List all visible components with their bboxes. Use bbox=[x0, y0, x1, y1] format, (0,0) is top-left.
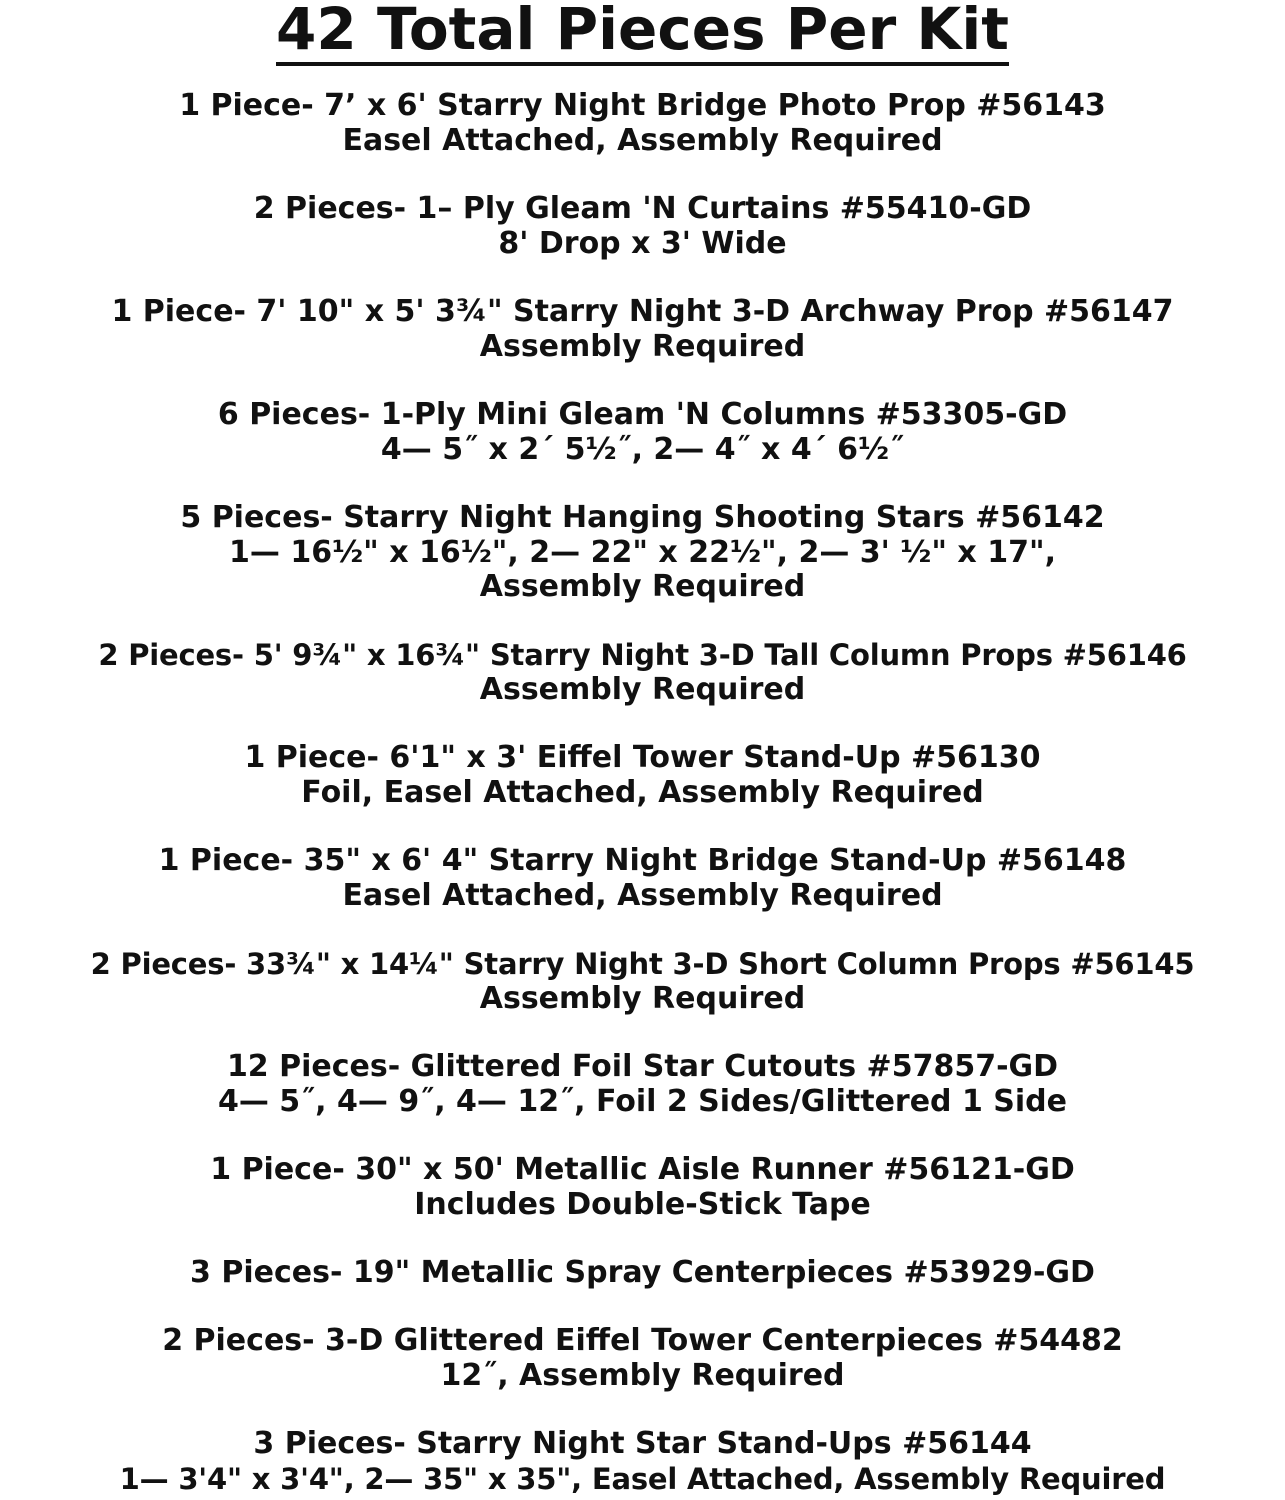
item-line: 1 Piece- 30" x 50' Metallic Aisle Runner #56121-GD bbox=[210, 1152, 1075, 1187]
list-item bbox=[0, 1427, 1285, 1496]
item-line: Assembly Required bbox=[479, 671, 806, 707]
list-item bbox=[0, 638, 1285, 707]
item-line: 3 Pieces- Starry Night Star Stand-Ups #56144 bbox=[253, 1426, 1032, 1461]
list-item bbox=[0, 192, 1285, 261]
list-item bbox=[0, 295, 1285, 364]
item-line: Easel Attached, Assembly Required bbox=[342, 877, 943, 913]
item-line: 2 Pieces- 3-D Glittered Eiffel Tower Centerpieces #54482 bbox=[162, 1323, 1123, 1358]
list-item bbox=[0, 1256, 1285, 1291]
item-line: 5 Pieces- Starry Night Hanging Shooting Stars #56142 bbox=[180, 500, 1105, 535]
list-item bbox=[0, 741, 1285, 810]
page-title: 42 Total Pieces Per Kit bbox=[276, 0, 1009, 66]
item-line: 1— 3'4" x 3'4", 2— 35" x 35", Easel Attached, Assembly Required bbox=[119, 1461, 1166, 1496]
item-line: 1— 16½" x 16½", 2— 22" x 22½", 2— 3' ½" x 17", bbox=[229, 534, 1056, 570]
item-line: 6 Pieces- 1-Ply Mini Gleam 'N Columns #53305-GD bbox=[217, 397, 1068, 432]
item-line: Assembly Required bbox=[479, 328, 806, 364]
list-item bbox=[0, 501, 1285, 605]
item-line: 2 Pieces- 1– Ply Gleam 'N Curtains #55410-GD bbox=[253, 191, 1032, 226]
item-line: Easel Attached, Assembly Required bbox=[342, 122, 943, 158]
item-line: 3 Pieces- 19" Metallic Spray Centerpieces #53929-GD bbox=[190, 1255, 1095, 1290]
item-line: Includes Double-Stick Tape bbox=[414, 1186, 871, 1222]
item-line: 1 Piece- 35" x 6' 4" Starry Night Bridge Stand-Up #56148 bbox=[158, 843, 1127, 878]
item-line: Assembly Required bbox=[479, 980, 806, 1016]
item-line: 2 Pieces- 33¾" x 14¼" Starry Night 3-D Short Column Props #56145 bbox=[90, 947, 1195, 981]
item-line: Assembly Required bbox=[479, 569, 806, 604]
list-item bbox=[0, 398, 1285, 467]
item-line: 1 Piece- 6'1" x 3' Eiffel Tower Stand-Up #56130 bbox=[244, 740, 1041, 775]
item-line: 12 Pieces- Glittered Foil Star Cutouts #57857-GD bbox=[226, 1049, 1059, 1084]
list-item bbox=[0, 844, 1285, 913]
item-line: Foil, Easel Attached, Assembly Required bbox=[301, 774, 984, 810]
item-line: 1 Piece- 7’ x 6' Starry Night Bridge Photo Prop #56143 bbox=[179, 88, 1106, 123]
list-item bbox=[0, 89, 1285, 158]
list-item bbox=[0, 1324, 1285, 1393]
item-line: 12˝, Assembly Required bbox=[440, 1357, 845, 1393]
list-item bbox=[0, 1153, 1285, 1222]
list-item bbox=[0, 947, 1285, 1016]
title-container bbox=[0, 0, 1285, 66]
item-line: 1 Piece- 7' 10" x 5' 3¾" Starry Night 3-D Archway Prop #56147 bbox=[111, 294, 1174, 329]
list-item bbox=[0, 1050, 1285, 1119]
item-line: 4— 5˝ x 2´ 5½˝, 2— 4˝ x 4´ 6½˝ bbox=[380, 431, 905, 467]
item-line: 4— 5˝, 4— 9˝, 4— 12˝, Foil 2 Sides/Glittered 1 Side bbox=[217, 1083, 1068, 1119]
item-line: 8' Drop x 3' Wide bbox=[498, 225, 787, 261]
item-line: 2 Pieces- 5' 9¾" x 16¾" Starry Night 3-D Tall Column Props #56146 bbox=[98, 638, 1187, 672]
